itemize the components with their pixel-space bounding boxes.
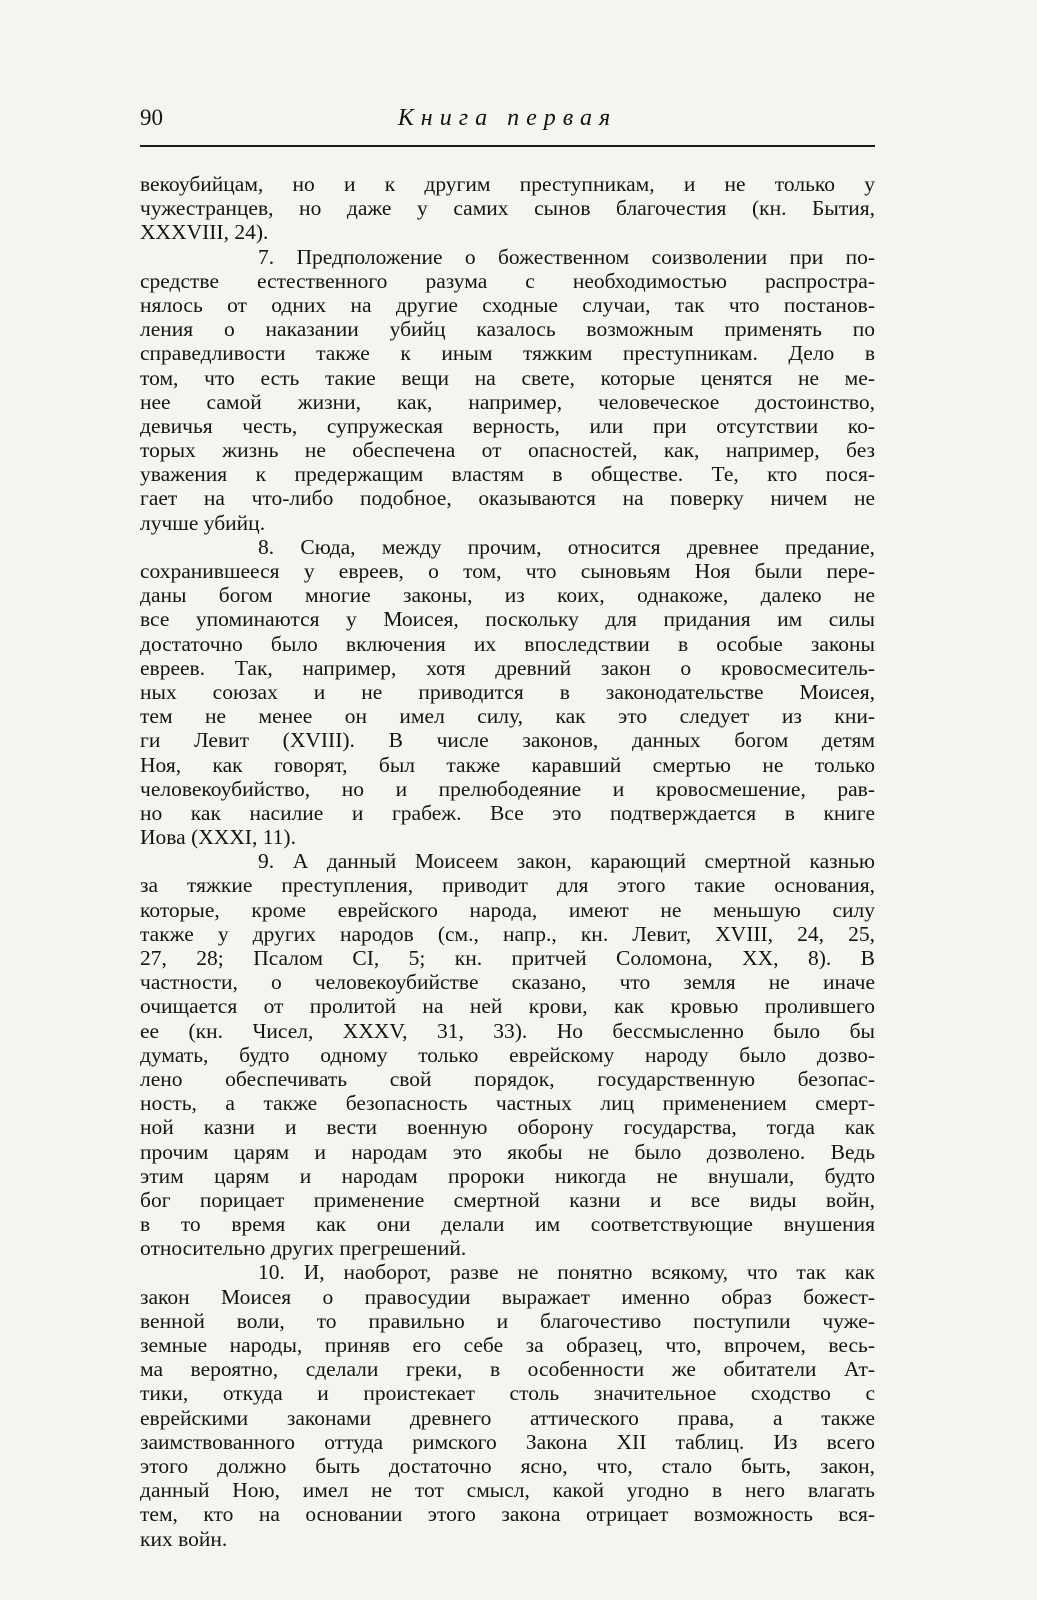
text-line: ных союзах и не приводится в законодательстве Моисея, [140, 679, 875, 704]
text-line: даны богом многие законы, из коих, однакоже, далеко не [140, 583, 875, 608]
text-line: частности, о человекоубийстве сказано, что земля не иначе [140, 970, 875, 995]
text-line: ее (кн. Чисел, XXXV, 31, 33). Но бессмысленно было бы [140, 1018, 875, 1043]
text-line: прочим царям и народам это якобы не было дозволено. Ведь [140, 1139, 875, 1164]
text-line: торых жизнь не обеспечена от опасностей, как, например, без [140, 438, 875, 463]
text-line: лучше убийц. [140, 510, 266, 535]
text-line: но как насилие и грабеж. Все это подтверждается в книге [140, 800, 875, 825]
text-line: думать, будто одному только еврейскому народу было дозво- [140, 1042, 875, 1067]
text-line: все упоминаются у Моисея, поскольку для придания им силы [140, 607, 875, 632]
text-line: том, что есть такие вещи на свете, которые ценятся не ме- [140, 365, 875, 390]
running-title: Книга первая [397, 105, 618, 131]
text-line: нялось от одних на другие сходные случаи, так что постанов- [140, 292, 875, 317]
text-line: 9. А данный Моисеем закон, карающий смертной казнью [258, 849, 875, 874]
text-line: земные народы, приняв его себе за образец, что, впрочем, весь- [140, 1333, 875, 1357]
text-line: ких войн. [140, 1526, 228, 1551]
text-line: ги Левит (XVIII). В числе законов, данных богом детям [140, 728, 875, 753]
text-line: средстве естественного разума с необходимостью распростра- [140, 268, 875, 293]
text-line: девичья честь, супружеская верность, или при отсутствии ко- [140, 413, 875, 438]
text-line: тем, кто на основании этого закона отрицает возможность вся- [140, 1502, 875, 1527]
text-line: ной казни и вести военную оборону государства, тогда как [140, 1115, 875, 1140]
text-line: 27, 28; Псалом CI, 5; кн. притчей Соломона, XX, 8). В [140, 946, 875, 970]
text-line: за тяжкие преступления, приводит для этого такие основания, [140, 873, 875, 898]
text-line: закон Моисея о правосудии выражает именно образ божест- [140, 1284, 875, 1309]
text-line: очищается от пролитой на ней крови, как кровью пролившего [140, 994, 875, 1019]
text-line: 10. И, наоборот, разве не понятно всякому, что так как [258, 1260, 875, 1285]
text-line: нее самой жизни, как, например, человеческое достоинство, [140, 389, 875, 414]
text-line: заимствованного оттуда римского Закона XII таблиц. Из всего [140, 1429, 875, 1454]
text-line: относительно других прегрешений. [140, 1236, 467, 1261]
text-line: которые, кроме еврейского народа, имеют не меньшую силу [140, 897, 875, 922]
text-line: ность, а также безопасность частных лиц применением смерт- [140, 1091, 875, 1116]
text-line: также у других народов (см., напр., кн. Левит, XVIII, 24, 25, [140, 921, 875, 946]
text-line: тики, откуда и проистекает столь значительное сходство с [140, 1381, 875, 1406]
text-line: уважения к предержащим властям в обществе. Те, кто пося- [140, 462, 875, 487]
text-line: бог порицает применение смертной казни и все виды войн, [140, 1187, 875, 1212]
text-line: Иова (XXXI, 11). [140, 825, 296, 850]
text-line: человекоубийство, но и прелюбодеяние и кровосмешение, рав- [140, 776, 875, 801]
text-line: XXXVIII, 24). [140, 220, 269, 245]
text-line: лено обеспечивать свой порядок, государственную безопас- [140, 1066, 875, 1091]
text-line: ления о наказании убийц казалось возможным применять по [140, 317, 875, 342]
text-line: ма вероятно, сделали греки, в особенности же обитатели Ат- [140, 1357, 875, 1382]
text-line: справедливости также к иным тяжким преступникам. Дело в [140, 341, 875, 366]
text-line: тем не менее он имел силу, как это следует из кни- [140, 704, 875, 729]
text-line: векоубийцам, но и к другим преступникам, и не только у [140, 172, 875, 196]
text-line: евреев. Так, например, хотя древний закон о кровосмеситель- [140, 655, 875, 680]
text-line: данный Ною, имел не тот смысл, какой угодно в него влагать [140, 1478, 875, 1503]
text-line: в то время как они делали им соответствующие внушения [140, 1212, 875, 1237]
text-line: сохранившееся у евреев, о том, что сыновьям Ноя были пере- [140, 559, 875, 583]
body-text [140, 172, 875, 1551]
text-line: достаточно было включения их впоследствии в особые законы [140, 631, 875, 656]
text-line: 8. Сюда, между прочим, относится древнее предание, [258, 534, 875, 559]
text-line: 7. Предположение о божественном соизволении при по- [258, 244, 875, 269]
text-line: венной воли, то правильно и благочестиво поступили чуже- [140, 1308, 875, 1333]
text-line: Ноя, как говорят, был также каравший смертью не только [140, 752, 875, 777]
text-line: этого должно быть достаточно ясно, что, стало быть, закон, [140, 1453, 875, 1478]
text-line: этим царям и народам пророки никогда не внушали, будто [140, 1163, 875, 1188]
page-header [140, 105, 875, 147]
page-number: 90 [140, 105, 163, 130]
text-line: еврейскими законами древнего аттического права, а также [140, 1405, 875, 1430]
text-line: гает на что-либо подобное, оказываются на поверку ничем не [140, 486, 875, 511]
text-line: чужестранцев, но даже у самих сынов благочестия (кн. Бытия, [140, 196, 875, 221]
